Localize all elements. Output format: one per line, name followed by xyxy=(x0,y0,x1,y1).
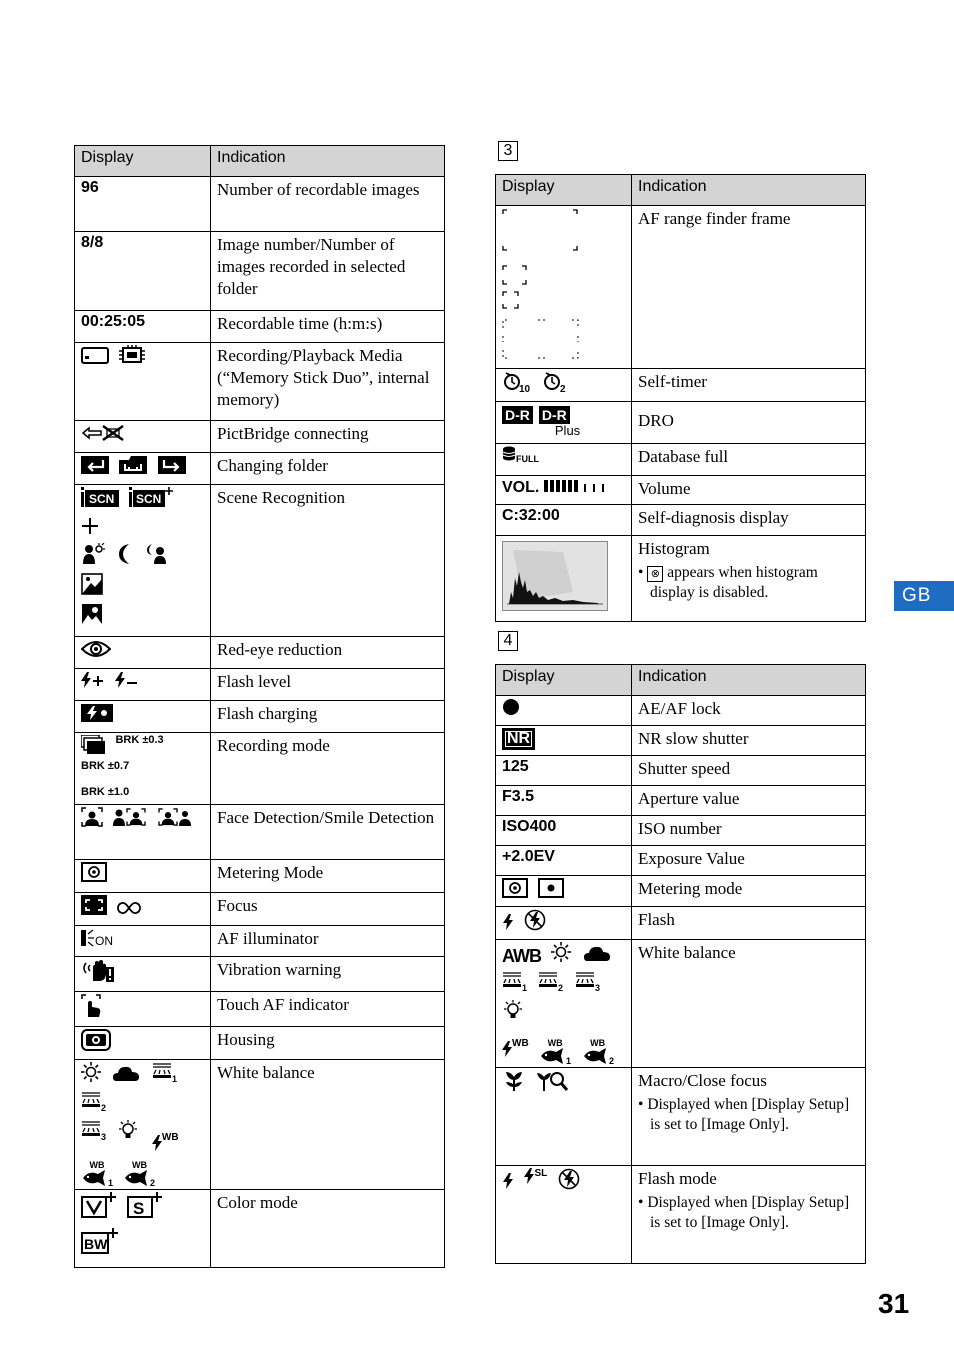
indication-cell: White balance xyxy=(211,1060,445,1190)
table-row xyxy=(75,637,445,669)
change-folder-icon xyxy=(158,455,186,475)
table-row xyxy=(496,726,866,756)
display-cell xyxy=(75,733,211,805)
touch-af-icon xyxy=(81,994,103,1018)
table-row xyxy=(75,1190,445,1268)
indication-cell: Touch AF indicator xyxy=(211,992,445,1027)
wb-label: WB xyxy=(161,1132,179,1143)
twilight-portrait-icon xyxy=(146,543,170,565)
column-header-indication: Indication xyxy=(632,665,866,696)
underwater-1-icon xyxy=(539,1039,571,1064)
svg-text:1: 1 xyxy=(522,983,528,991)
table-row xyxy=(75,957,445,992)
dro-plus-suffix: Plus xyxy=(554,423,581,438)
indication-cell: Database full xyxy=(632,444,866,476)
display-cell xyxy=(496,402,632,444)
svg-text:2: 2 xyxy=(101,1103,107,1111)
table-row xyxy=(496,846,866,876)
slow-sync-icon xyxy=(524,1168,547,1184)
table-row xyxy=(75,177,445,232)
brk-icon: BRK ±0.7 xyxy=(81,760,130,772)
table-row xyxy=(75,485,445,637)
table-row xyxy=(75,669,445,701)
flash-minus-icon xyxy=(115,671,139,689)
indication-cell: Color mode xyxy=(211,1190,445,1268)
display-cell xyxy=(496,536,632,622)
face-detection-icon xyxy=(81,807,103,827)
wb-label: WB xyxy=(590,1038,606,1048)
display-cell xyxy=(75,669,211,701)
incandescent-icon xyxy=(117,1120,141,1140)
iscn-icon xyxy=(81,487,119,509)
table-row xyxy=(496,1166,866,1264)
table-row xyxy=(75,992,445,1027)
indication-cell: Recording mode xyxy=(211,733,445,805)
flash-plus-icon xyxy=(81,671,105,689)
display-cell xyxy=(75,1027,211,1060)
table-row xyxy=(75,805,445,860)
section-marker-3: 3 xyxy=(498,141,518,161)
table-row xyxy=(496,940,866,1068)
display-cell: +2.0EV xyxy=(496,846,632,876)
flash-on-icon xyxy=(502,1172,514,1190)
housing-icon xyxy=(81,1029,111,1051)
svg-text:S: S xyxy=(133,1199,145,1218)
vibration-warning-icon xyxy=(81,959,115,983)
table-row xyxy=(496,402,866,444)
indication-cell: ISO number xyxy=(632,816,866,846)
table-header-row xyxy=(75,146,445,177)
svg-text:3: 3 xyxy=(594,983,600,991)
display-cell: ISO400 xyxy=(496,816,632,846)
display-cell xyxy=(496,940,632,1068)
fluorescent-3-icon xyxy=(575,971,601,991)
column-header-display: Display xyxy=(75,146,211,177)
indication-cell: AF illuminator xyxy=(211,926,445,957)
change-folder-icon xyxy=(119,455,147,475)
indication-cell: Scene Recognition xyxy=(211,485,445,637)
fluorescent-1-icon xyxy=(152,1062,178,1082)
wb-label: WB xyxy=(89,1160,105,1170)
indication-cell xyxy=(632,536,866,622)
indication-cell: Aperture value xyxy=(632,786,866,816)
volume-bars-icon xyxy=(544,478,606,492)
column-header-indication: Indication xyxy=(211,146,445,177)
language-tab-gb: GB xyxy=(894,581,954,611)
svg-text:BW: BW xyxy=(84,1236,108,1252)
indication-cell: Number of recordable images xyxy=(211,177,445,232)
flash-wb-icon xyxy=(502,1031,529,1057)
display-cell xyxy=(496,1166,632,1264)
table-row xyxy=(75,232,445,311)
table-row xyxy=(75,343,445,421)
slow-sync-label: SL xyxy=(534,1168,548,1179)
burst-icon xyxy=(81,735,105,755)
close-focus-icon xyxy=(536,1070,568,1092)
volume-label: VOL. xyxy=(502,479,540,496)
indication-cell: Metering Mode xyxy=(211,860,445,893)
iscn-plus-icon xyxy=(129,487,173,509)
indication-cell: Red-eye reduction xyxy=(211,637,445,669)
display-cell xyxy=(496,369,632,402)
self-timer-2-icon xyxy=(542,371,568,393)
display-cell xyxy=(75,637,211,669)
af-range-frame-icon xyxy=(502,208,582,360)
column-header-display: Display xyxy=(496,665,632,696)
display-cell xyxy=(496,726,632,756)
red-eye-icon xyxy=(81,639,111,659)
underwater-1-icon xyxy=(81,1161,113,1186)
display-cell: F3.5 xyxy=(496,786,632,816)
table-row xyxy=(75,1027,445,1060)
indication-cell xyxy=(632,1166,866,1264)
metering-spot-icon xyxy=(538,878,564,898)
column-header-indication: Indication xyxy=(632,175,866,206)
table-row xyxy=(496,756,866,786)
flash-charging-icon xyxy=(81,703,113,723)
svg-text:1: 1 xyxy=(108,1178,113,1186)
indication-cell: Housing xyxy=(211,1027,445,1060)
flash-off-icon xyxy=(524,909,546,931)
focus-frame-icon xyxy=(81,895,107,915)
self-timer-10-icon xyxy=(502,371,532,393)
svg-text:2: 2 xyxy=(150,1178,156,1186)
indication-cell xyxy=(632,1068,866,1166)
wb-label: WB xyxy=(131,1160,147,1170)
table-row xyxy=(496,536,866,622)
table-row xyxy=(496,369,866,402)
backlight-portrait-icon xyxy=(81,543,105,565)
indication-cell: DRO xyxy=(632,402,866,444)
dro-plus-icon xyxy=(539,406,587,440)
flash-on-icon xyxy=(502,913,514,931)
indication-cell: Image number/Number of images recorded in selected folder xyxy=(211,232,445,311)
display-cell xyxy=(496,206,632,369)
daylight-icon xyxy=(551,942,573,962)
display-cell: C:32:00 xyxy=(496,505,632,536)
svg-text:2: 2 xyxy=(558,983,564,991)
indication-cell: AE/AF lock xyxy=(632,696,866,726)
flash-mode-note: • Displayed when [Display Setup] is set to [Image Only]. xyxy=(638,1194,850,1231)
section-3-table xyxy=(495,174,866,622)
display-cell xyxy=(75,992,211,1027)
display-cell xyxy=(496,907,632,940)
indication-cell: Shutter speed xyxy=(632,756,866,786)
svg-text:2: 2 xyxy=(560,384,567,393)
display-cell xyxy=(496,1068,632,1166)
vivid-icon xyxy=(81,1192,117,1218)
display-cell xyxy=(75,453,211,485)
cloudy-icon xyxy=(113,1064,141,1082)
svg-text:SCN: SCN xyxy=(136,492,162,506)
table-row xyxy=(496,206,866,369)
flash-mode-title: Flash mode xyxy=(638,1169,717,1188)
memory-stick-icon xyxy=(81,345,109,365)
metering-icon xyxy=(81,862,107,882)
dro-icon: D-R xyxy=(502,406,533,424)
infinity-icon xyxy=(117,901,141,915)
svg-text:1: 1 xyxy=(566,1056,572,1064)
table-row xyxy=(75,701,445,733)
display-cell xyxy=(75,421,211,453)
display-cell xyxy=(75,485,211,637)
table-row xyxy=(75,860,445,893)
display-cell xyxy=(496,696,632,726)
histogram-title: Histogram xyxy=(638,539,710,558)
display-cell: 96 xyxy=(75,177,211,232)
table-row xyxy=(75,893,445,926)
display-cell xyxy=(75,1060,211,1190)
table-header-row xyxy=(496,175,866,206)
af-illuminator-on-label: ON xyxy=(95,934,113,948)
underwater-2-icon xyxy=(123,1161,155,1186)
indication-cell: Metering mode xyxy=(632,876,866,907)
svg-text:SCN: SCN xyxy=(89,492,115,506)
display-cell: 00:25:05 xyxy=(75,311,211,343)
display-cell xyxy=(496,476,632,505)
table-row xyxy=(496,696,866,726)
display-cell xyxy=(75,957,211,992)
indication-cell: NR slow shutter xyxy=(632,726,866,756)
underwater-2-icon xyxy=(582,1039,614,1064)
section-4-table xyxy=(495,664,866,1264)
cloudy-icon xyxy=(584,944,612,962)
table-row xyxy=(496,444,866,476)
metering-multi-icon xyxy=(502,878,528,898)
fluorescent-1-icon xyxy=(502,971,528,991)
landscape-icon xyxy=(81,603,103,625)
table-row xyxy=(496,816,866,846)
table-row xyxy=(75,311,445,343)
section-marker-4: 4 xyxy=(498,631,518,651)
indication-cell: Volume xyxy=(632,476,866,505)
indication-cell: Self-timer xyxy=(632,369,866,402)
indication-cell: Recordable time (h:m:s) xyxy=(211,311,445,343)
macro-note-text: Displayed when [Display Setup] is set to [Image Only]. xyxy=(647,1096,850,1133)
indication-cell: Exposure Value xyxy=(632,846,866,876)
macro-note: • Displayed when [Display Setup] is set to [Image Only]. xyxy=(638,1096,850,1133)
table-row xyxy=(496,505,866,536)
table-row xyxy=(75,1060,445,1190)
indication-cell: Self-diagnosis display xyxy=(632,505,866,536)
histogram-note: • ⊗ appears when histogram display is disabled. xyxy=(638,564,818,601)
page-number: 31 xyxy=(878,1288,910,1319)
svg-text:3: 3 xyxy=(101,1132,107,1140)
flash-off-icon xyxy=(558,1168,580,1190)
histogram-note-text: appears when histogram display is disabled. xyxy=(650,564,818,601)
indication-cell: Recording/Playback Media (“Memory Stick Duo”, internal memory) xyxy=(211,343,445,421)
display-cell xyxy=(75,926,211,957)
wb-label: WB xyxy=(547,1038,563,1048)
indication-cell: Changing folder xyxy=(211,453,445,485)
database-full-icon xyxy=(502,446,539,464)
bw-icon xyxy=(81,1228,119,1254)
indication-cell: AF range finder frame xyxy=(632,206,866,369)
sepia-icon xyxy=(127,1192,163,1218)
dro-plus-label: D-R xyxy=(539,406,570,424)
incandescent-icon xyxy=(502,1000,526,1020)
brk-icon: BRK ±1.0 xyxy=(81,786,130,798)
table-row xyxy=(75,926,445,957)
pictbridge-connecting-icon xyxy=(81,423,125,443)
indication-cell: Face Detection/Smile Detection xyxy=(211,805,445,860)
fluorescent-3-icon xyxy=(81,1120,107,1140)
table-row xyxy=(75,453,445,485)
twilight-icon xyxy=(115,543,135,565)
af-illuminator-icon xyxy=(81,928,113,948)
table-row xyxy=(496,907,866,940)
table-row xyxy=(496,786,866,816)
ae-af-lock-icon xyxy=(502,698,520,716)
histogram-icon xyxy=(502,541,608,611)
awb-icon: AWB xyxy=(502,946,541,966)
indication-cell: Flash level xyxy=(211,669,445,701)
svg-text:10: 10 xyxy=(519,384,531,393)
table-row xyxy=(75,733,445,805)
internal-memory-icon xyxy=(119,345,145,365)
indication-cell: PictBridge connecting xyxy=(211,421,445,453)
macro-icon xyxy=(502,1070,526,1092)
display-cell: 125 xyxy=(496,756,632,786)
table-row xyxy=(75,421,445,453)
fluorescent-2-icon xyxy=(81,1091,107,1111)
display-cell xyxy=(75,893,211,926)
column-header-display: Display xyxy=(496,175,632,206)
indication-cell: Vibration warning xyxy=(211,957,445,992)
fluorescent-2-icon xyxy=(538,971,564,991)
flash-mode-note-text: Displayed when [Display Setup] is set to [Image Only]. xyxy=(647,1194,850,1231)
left-table xyxy=(74,145,445,1268)
indication-cell: Flash charging xyxy=(211,701,445,733)
indication-cell: White balance xyxy=(632,940,866,1068)
face-detection-adult-icon xyxy=(158,807,192,827)
database-full-label: FULL xyxy=(516,454,539,464)
table-row xyxy=(496,476,866,505)
table-row xyxy=(496,876,866,907)
display-cell xyxy=(75,1190,211,1268)
display-cell xyxy=(75,860,211,893)
histogram-off-icon: ⊗ xyxy=(647,566,663,582)
change-folder-icon xyxy=(81,455,109,475)
display-cell: 8/8 xyxy=(75,232,211,311)
nr-icon: NR xyxy=(502,728,535,750)
display-cell xyxy=(496,444,632,476)
display-cell xyxy=(75,701,211,733)
face-detection-child-icon xyxy=(113,807,147,827)
table-row xyxy=(496,1068,866,1166)
backlight-icon xyxy=(81,573,103,595)
indication-cell: Focus xyxy=(211,893,445,926)
display-cell xyxy=(75,343,211,421)
indication-cell: Flash xyxy=(632,907,866,940)
wb-label: WB xyxy=(512,1038,529,1049)
brk-icon: BRK ±0.3 xyxy=(115,734,164,746)
display-cell xyxy=(75,805,211,860)
table-header-row xyxy=(496,665,866,696)
svg-text:2: 2 xyxy=(608,1056,614,1064)
flash-wb-icon xyxy=(152,1125,179,1151)
plus-icon xyxy=(81,517,99,535)
daylight-icon xyxy=(81,1062,103,1082)
svg-text:1: 1 xyxy=(171,1074,177,1082)
macro-title: Macro/Close focus xyxy=(638,1071,767,1090)
display-cell xyxy=(496,876,632,907)
